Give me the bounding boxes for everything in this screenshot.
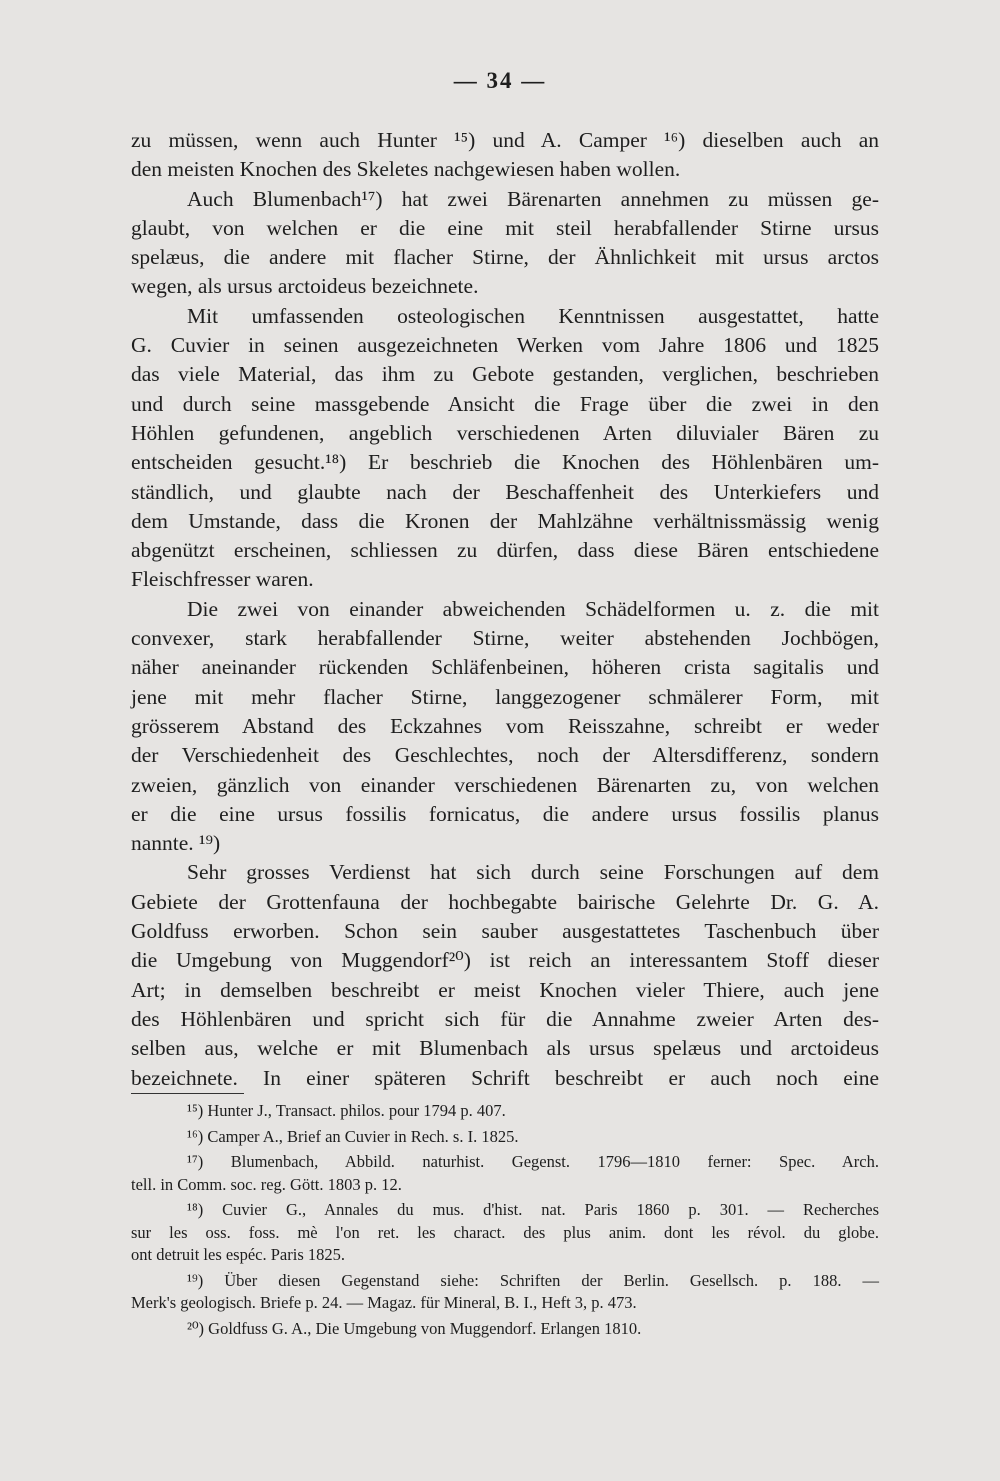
paragraph bbox=[131, 126, 879, 185]
text-line: abgenützt erscheinen, schliessen zu dürfen, dass diese Bären entschiedene bbox=[131, 538, 879, 563]
footnote bbox=[131, 1270, 879, 1315]
text-line: G. Cuvier in seinen ausgezeichneten Werken vom Jahre 1806 und 1825 bbox=[131, 333, 879, 358]
text-line: Art; in demselben beschreibt er meist Knochen vieler Thiere, auch jene bbox=[131, 977, 879, 1002]
footnote-line: tell. in Comm. soc. reg. Gött. 1803 p. 12. bbox=[131, 1174, 402, 1194]
text-line: den meisten Knochen des Skeletes nachgewiesen haben wollen. bbox=[131, 157, 681, 182]
text-line: convexer, stark herabfallender Stirne, weiter abstehenden Jochbögen, bbox=[131, 626, 879, 651]
paragraph bbox=[131, 595, 879, 859]
footnote bbox=[131, 1199, 879, 1267]
footnote bbox=[131, 1126, 879, 1149]
text-line: dem Umstande, dass die Kronen der Mahlzähne verhältnissmässig wenig bbox=[131, 508, 879, 533]
text-line: Höhlen gefundenen, angeblich verschiedenen Arten diluvialer Bären zu bbox=[131, 420, 879, 445]
footnote-line: ¹⁵) Hunter J., Transact. philos. pour 1794 p. 407. bbox=[187, 1101, 506, 1120]
text-line: Fleischfresser waren. bbox=[131, 567, 314, 592]
page-number: — 34 — bbox=[453, 68, 547, 93]
text-line: der Verschiedenheit des Geschlechtes, noch der Altersdifferenz, sondern bbox=[131, 743, 879, 768]
text-line: ständlich, und glaubte nach der Beschaffenheit des Unterkiefers und bbox=[131, 479, 879, 504]
paragraph bbox=[131, 185, 879, 302]
footnote-line: ont detruit les espéc. Paris 1825. bbox=[131, 1245, 346, 1264]
footnote bbox=[131, 1151, 879, 1196]
text-line: zu müssen, wenn auch Hunter ¹⁵) und A. Camper ¹⁶) dieselben auch an bbox=[131, 128, 879, 152]
text-line: Sehr grosses Verdienst hat sich durch seine Forschungen auf dem bbox=[187, 860, 879, 885]
footnote-line: ²⁰) Goldfuss G. A., Die Umgebung von Muggendorf. Erlangen 1810. bbox=[187, 1318, 642, 1338]
text-line: Auch Blumenbach¹⁷) hat zwei Bärenarten annehmen zu müssen ge- bbox=[187, 186, 879, 211]
text-line: des Höhlenbären und spricht sich für die Annahme zweier Arten des- bbox=[131, 1006, 879, 1031]
text-line: glaubt, von welchen er die eine mit steil herabfallender Stirne ursus bbox=[131, 215, 879, 240]
footnotes bbox=[131, 1100, 879, 1343]
text-line: und durch seine massgebende Ansicht die Frage über die zwei in den bbox=[131, 391, 879, 416]
footnote-line: ¹⁶) Camper A., Brief an Cuvier in Rech. s. I. 1825. bbox=[187, 1126, 519, 1146]
text-line: entscheiden gesucht.¹⁸) Er beschrieb die Knochen des Höhlenbären um- bbox=[131, 450, 879, 475]
text-line: bezeichnete. In einer späteren Schrift beschreibt er auch noch eine bbox=[131, 1065, 879, 1090]
text-line: nannte. ¹⁹) bbox=[131, 831, 221, 856]
text-line: näher aneinander rückenden Schläfenbeinen, höheren crista sagitalis und bbox=[131, 655, 879, 680]
text-line: das viele Material, das ihm zu Gebote gestanden, verglichen, beschrieben bbox=[131, 362, 879, 387]
text-line: Die zwei von einander abweichenden Schädelformen u. z. die mit bbox=[187, 596, 879, 621]
text-line: selben aus, welche er mit Blumenbach als ursus spelæus und arctoideus bbox=[131, 1036, 879, 1061]
paragraph bbox=[131, 858, 879, 1092]
text-line: Mit umfassenden osteologischen Kenntnissen ausgestattet, hatte bbox=[187, 303, 879, 328]
text-line: wegen, als ursus arctoideus bezeichnete. bbox=[131, 274, 479, 299]
body-text bbox=[131, 126, 879, 1093]
footnote-line: ¹⁹) Über diesen Gegenstand siehe: Schriften der Berlin. Gesellsch. p. 188. — bbox=[187, 1270, 879, 1290]
text-line: spelæus, die andere mit flacher Stirne, der Ähnlichkeit mit ursus arctos bbox=[131, 245, 879, 270]
text-line: die Umgebung von Muggendorf²⁰) ist reich an interessantem Stoff dieser bbox=[131, 948, 879, 973]
paragraph bbox=[131, 302, 879, 595]
text-line: grösserem Abstand des Eckzahnes vom Reisszahne, schreibt er weder bbox=[131, 713, 879, 738]
text-line: Gebiete der Grottenfauna der hochbegabte bairische Gelehrte Dr. G. A. bbox=[131, 889, 879, 914]
footnote-divider bbox=[131, 1093, 244, 1094]
text-line: er die eine ursus fossilis fornicatus, die andere ursus fossilis planus bbox=[131, 801, 879, 826]
footnote-line: ¹⁸) Cuvier G., Annales du mus. d'hist. nat. Paris 1860 p. 301. — Recherches bbox=[187, 1200, 879, 1219]
footnote-line: Merk's geologisch. Briefe p. 24. — Magaz. für Mineral, B. I., Heft 3, p. 473. bbox=[131, 1293, 637, 1312]
text-line: jene mit mehr flacher Stirne, langgezogener schmälerer Form, mit bbox=[131, 684, 879, 709]
footnote bbox=[131, 1100, 879, 1123]
footnote-line: sur les oss. foss. mè l'on ret. les charact. des plus anim. dont les révol. du globe. bbox=[131, 1222, 879, 1242]
text-line: Goldfuss erworben. Schon sein sauber ausgestattetes Taschenbuch über bbox=[131, 919, 879, 944]
footnote bbox=[131, 1318, 879, 1341]
footnote-line: ¹⁷) Blumenbach, Abbild. naturhist. Gegenst. 1796—1810 ferner: Spec. Arch. bbox=[187, 1152, 879, 1171]
text-line: zweien, gänzlich von einander verschiedenen Bärenarten zu, von welchen bbox=[131, 772, 879, 797]
